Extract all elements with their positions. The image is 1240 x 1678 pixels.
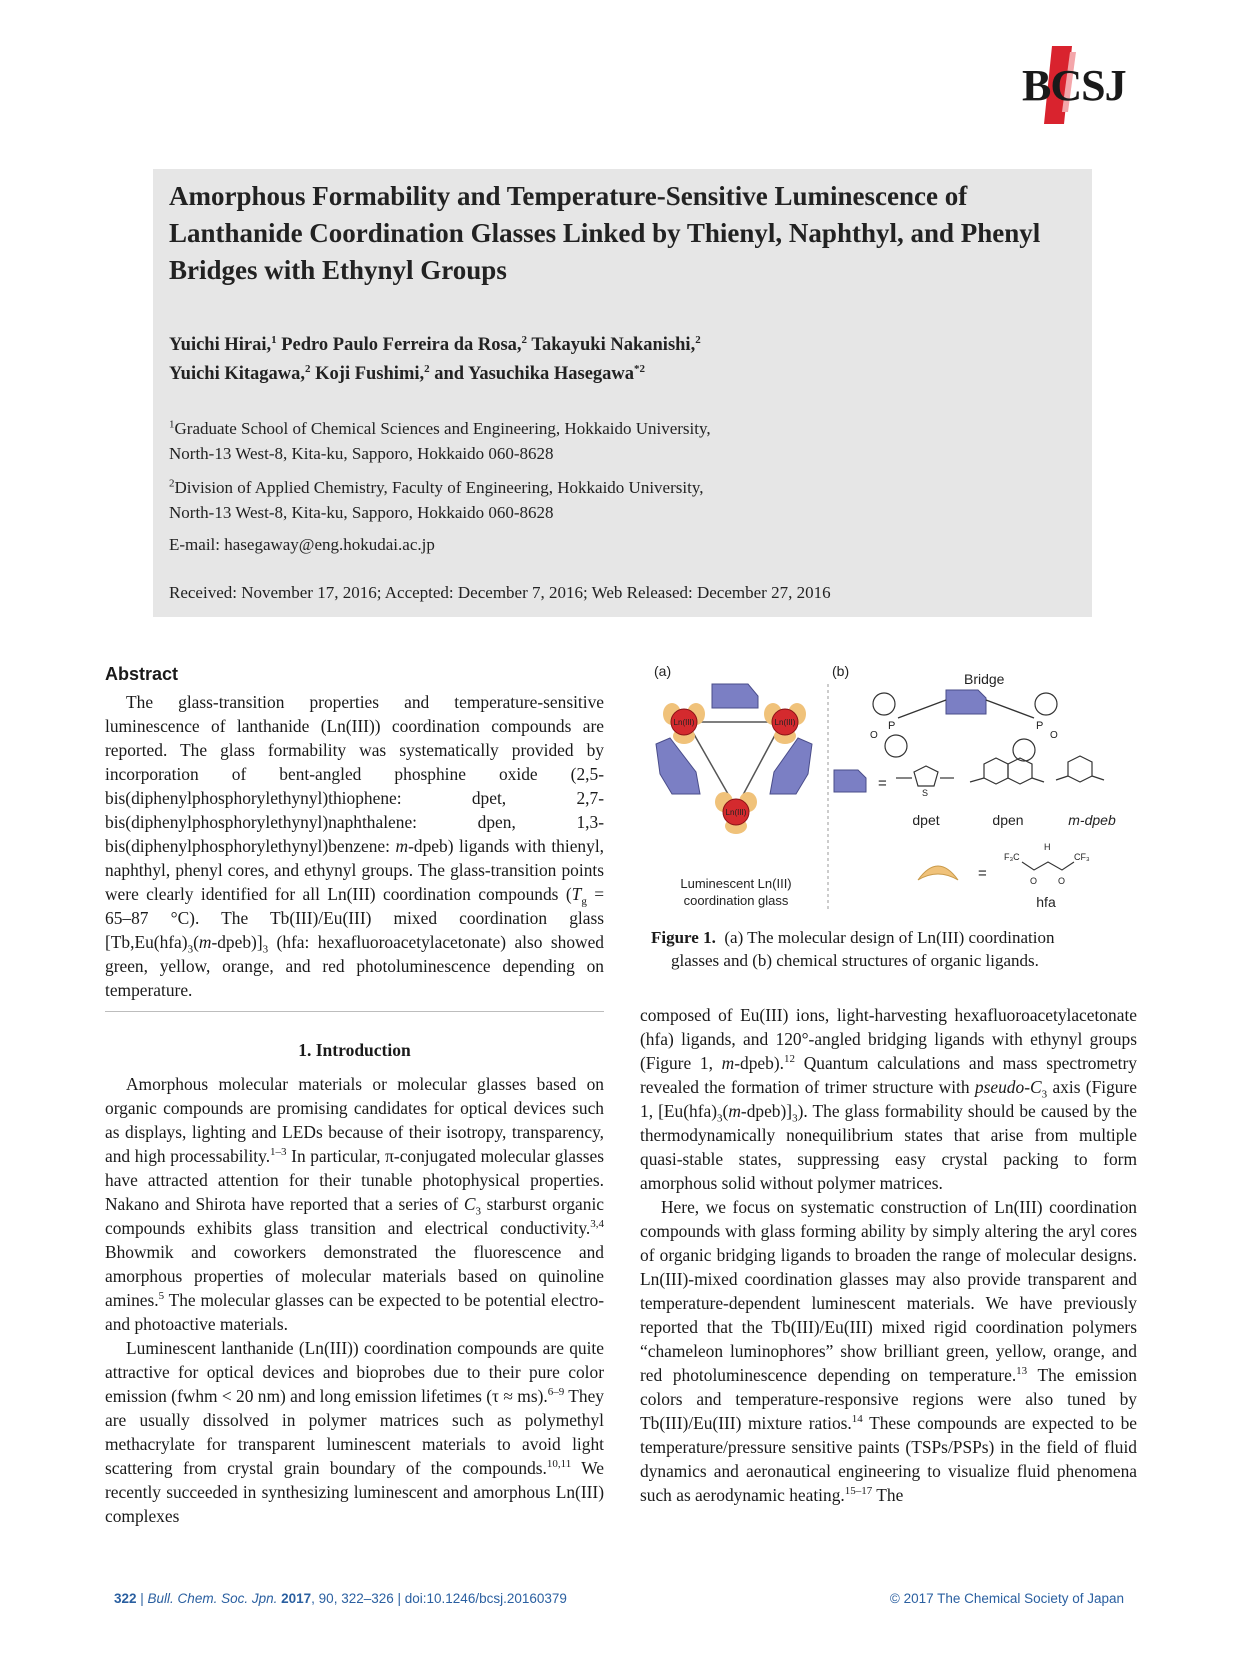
citation-ref[interactable]: 14 (851, 1413, 863, 1426)
italic-run: C (463, 1194, 476, 1214)
page-footer-citation: 322 | Bull. Chem. Soc. Jpn. 2017, 90, 322–326 | doi:10.1246/bcsj.20160379 (114, 1591, 567, 1606)
ligand-dpen-label: dpen (992, 812, 1024, 828)
author-affiliation-mark: 2 (521, 333, 528, 346)
bridge-shape (946, 690, 986, 714)
affiliation-2 (169, 475, 1069, 525)
citation-ref[interactable]: 1–3 (270, 1146, 287, 1159)
subscript: 3 (187, 943, 194, 956)
oxygen-label: O (1050, 730, 1058, 741)
citation-ref[interactable]: 5 (158, 1290, 165, 1303)
text-run: Amorphous molecular materials or molecular glasses based on organic compounds are promising candidates for optical devices such as displays, lighting and LEDs because of their isotropy, transparency, and high processability. (105, 1074, 604, 1166)
text-run: The glass-transition properties and temperature-sensitive luminescence of lanthanide (Ln(III)) coordination compounds are reported. The glass formability was systematically provided by incorporation of bent-angled phosphine oxide (2,5-bis(diphenylphosphorylethynyl)thiophene: dpet, 2,7-bis(diphenylphosphorylethynyl)naphthalene: dpen, 1,3-bis(diphenylphosphorylethynyl)benzene: (105, 692, 604, 856)
text-run: Bhowmik and coworkers demonstrated the fluorescence and amorphous properties of molecular materials based on quinoline amines. (105, 1242, 604, 1310)
bridge-shape (834, 770, 866, 792)
text-run: Here, we focus on systematic construction of Ln(III) coordination compounds with glass forming ability by simply altering the aryl cores of organic bridging ligands to broaden the range of molecular designs. Ln(III)-mixed coordination glasses may also provide transparent and temperature-dependent luminescent materials. We have previously reported that the Tb(III)/Eu(III) mixed rigid coordination polymers “chameleon luminophores” show brilliant green, yellow, orange, and red photoluminescence depending on temperature. (640, 1197, 1137, 1385)
citation-ref[interactable]: 12 (783, 1053, 795, 1066)
body-paragraph (105, 1336, 604, 1528)
volume-doi[interactable]: , 90, 322–326 | doi:10.1246/bcsj.20160379 (311, 1591, 567, 1606)
text-run: In particular, π-conjugated molecular glasses have attracted attention for their tunable photophysical properties. Nakano and Shirota have reported that a series of (105, 1146, 604, 1214)
glass-label-line1: Luminescent Ln(III) (680, 876, 792, 891)
figure-caption (651, 926, 1121, 972)
ligand-dpet-label: dpet (912, 812, 940, 828)
panel-label-b: (b) (832, 663, 850, 679)
body-paragraph (105, 1072, 604, 1336)
ln-center (764, 703, 806, 744)
text-run: Luminescent lanthanide (Ln(III)) coordination compounds are quite attractive for optical devices and bioprobes due to their pure color emission (fwhm < 20 nm) and long emission lifetimes (τ ≈ ms). (105, 1338, 604, 1406)
citation-ref[interactable]: 6–9 (547, 1386, 565, 1399)
text-run: The molecular glasses can be expected to be potential electro- and photoactive materials. (105, 1290, 604, 1334)
author-name: Yuichi Kitagawa, (169, 364, 306, 384)
affiliation-number: 2 (169, 477, 175, 490)
figure-1 (648, 662, 1138, 922)
text-run: Quantum calculations and mass spectrometry revealed the formation of trimer structure with (640, 1053, 1137, 1097)
abstract-paragraph (105, 690, 604, 1002)
hfa-f3c-label: F₃C (1004, 852, 1020, 862)
phosphorus-label: P (888, 720, 896, 732)
journal-name: Bull. Chem. Soc. Jpn. (147, 1591, 278, 1606)
section-divider (105, 1011, 604, 1012)
oxygen-label: O (870, 730, 878, 741)
text-run: We recently succeeded in synthesizing luminescent and amorphous Ln(III) complexes (105, 1458, 604, 1526)
journal-year: 2017 (281, 1591, 312, 1606)
hfa-cf3-label: CF₃ (1074, 852, 1090, 862)
glass-label-line2: coordination glass (683, 893, 789, 908)
hfa-shape (918, 866, 958, 880)
ln-label: Ln(III) (725, 808, 747, 817)
author-name: Koji Fushimi, (310, 364, 425, 384)
subscript: 3 (475, 1205, 481, 1218)
text-run: The (872, 1485, 904, 1505)
sulfur-label: S (922, 788, 929, 798)
ln-label: Ln(III) (774, 718, 796, 727)
equals-sign: = (878, 775, 887, 792)
citation-ref[interactable]: 13 (1016, 1365, 1028, 1378)
trimer-diagram (656, 684, 812, 834)
text-run: axis (Figure 1, [Eu(hfa) (640, 1077, 1138, 1121)
publication-dates: Received: November 17, 2016; Accepted: December 7, 2016; Web Released: December 27, 2016 (169, 583, 831, 602)
text-run: -dpeb). (734, 1053, 784, 1073)
bridge-shape (770, 738, 812, 794)
ligand-mdpeb-label: m-dpeb (1068, 812, 1116, 828)
right-column-body (640, 1003, 1137, 1507)
abstract-heading: Abstract (105, 664, 179, 684)
caption-label: Figure 1. (651, 928, 716, 947)
text-run: (hfa: hexafluoroacetylacetonate) also showed green, yellow, orange, and red photoluminescence depending on temperature. (105, 932, 604, 1000)
author-affiliation-mark: 2 (695, 333, 701, 346)
body-paragraph (640, 1003, 1137, 1195)
affiliation-line: North-13 West-8, Kita-ku, Sapporo, Hokkaido 060-8628 (169, 503, 554, 522)
italic-run: m (728, 1101, 741, 1121)
text-run: composed of Eu(III) ions, light-harvesting hexafluoroacetylacetonate (hfa) ligands, and 120°-angled bridging ligands with ethynyl groups (Figure 1, (640, 1005, 1137, 1073)
affiliation-number: 1 (169, 418, 175, 431)
abstract-body (105, 690, 604, 1002)
author-name: Takayuki Nakanishi, (527, 335, 696, 355)
corresponding-email[interactable]: E-mail: hasegaway@eng.hokudai.ac.jp (169, 535, 435, 554)
affiliation-line: Division of Applied Chemistry, Faculty of Engineering, Hokkaido University, (174, 478, 704, 497)
affiliation-line: Graduate School of Chemical Sciences and Engineering, Hokkaido University, (174, 419, 711, 438)
hfa-h-label: H (1044, 842, 1051, 852)
introduction-body (105, 1072, 604, 1528)
italic-run: m (721, 1053, 735, 1073)
author-affiliation-mark: *2 (634, 362, 646, 375)
caption-text: glasses and (b) chemical structures of organic ligands. (671, 951, 1039, 970)
text-run: They are usually dissolved in polymer matrices such as polymethyl methacrylate for transparent luminescent materials to avoid light scattering from crystal grain boundary of the compounds. (105, 1386, 605, 1478)
italic-run: m (395, 836, 409, 856)
author-name: and Yasuchika Hasegawa (429, 364, 635, 384)
ln-label: Ln(III) (673, 718, 695, 727)
caption-text: (a) The molecular design of Ln(III) coordination (724, 928, 1055, 947)
oxygen-label: O (1058, 876, 1066, 886)
citation-ref[interactable]: 15–17 (844, 1485, 873, 1498)
bridge-label: Bridge (964, 671, 1005, 687)
citation-ref[interactable]: 10,11 (546, 1458, 572, 1471)
author-affiliation-mark: 2 (305, 362, 311, 375)
citation-ref[interactable]: 3,4 (590, 1218, 604, 1231)
logo-text: BCSJ (1022, 61, 1126, 110)
article-title: Amorphous Formability and Temperature-Sensitive Luminescence of Lanthanide Coordination Glasses Linked by Thienyl, Naphthyl, and Phenyl Bridges with Ethynyl Groups (169, 181, 1041, 285)
affiliation-line: North-13 West-8, Kita-ku, Sapporo, Hokkaido 060-8628 (169, 444, 554, 463)
text-run: ( (193, 932, 199, 952)
subscript: 3 (717, 1112, 723, 1125)
affiliation-1 (169, 416, 1069, 466)
subscript: 3 (1041, 1088, 1048, 1101)
copyright-notice: © 2017 The Chemical Society of Japan (889, 1591, 1124, 1606)
italic-run: m (198, 932, 212, 952)
equals-sign: = (978, 865, 987, 882)
author-list (169, 331, 1069, 389)
text-run: -dpeb)] (740, 1101, 793, 1121)
ln-center (715, 792, 757, 834)
subscript: 3 (262, 943, 269, 956)
text-run: ( (722, 1101, 729, 1121)
text-run: ). The glass formability should be caused by the thermodynamically nonequilibrium states that arise from multiple quasi-stable states, suppressing easy crystal packing to form amorphous solid without polymer matrices. (640, 1101, 1137, 1193)
section-heading-introduction: 1. Introduction (298, 1040, 411, 1060)
hfa-label: hfa (1036, 894, 1056, 910)
author-affiliation-mark: 1 (271, 333, 277, 346)
panel-label-a: (a) (654, 663, 672, 679)
author-affiliation-mark: 2 (424, 362, 430, 375)
bridge-shape (712, 684, 758, 708)
author-name: Yuichi Hirai, (169, 335, 272, 355)
italic-run: T (571, 884, 582, 904)
phosphorus-label: P (1036, 720, 1044, 732)
text-run: starburst organic compounds exhibits glass transition and electrical conductivity. (105, 1194, 604, 1238)
text-run: The emission colors and temperature-responsive regions were also tuned by Tb(III)/Eu(III) mixture ratios. (640, 1365, 1137, 1433)
text-run: These compounds are expected to be temperature/pressure sensitive paints (TSPs/PSPs) in the field of fluid dynamics and aeronautical engineering to visualize fluid phenomena such as aerodynamic heating. (640, 1413, 1137, 1505)
subscript: g (581, 895, 587, 908)
oxygen-label: O (1030, 876, 1038, 886)
italic-run: pseudo-C (974, 1077, 1042, 1097)
body-paragraph (640, 1195, 1137, 1507)
text-run: = 65–87 °C). The Tb(III)/Eu(III) mixed coordination glass [Tb,Eu(hfa) (105, 884, 605, 952)
page-number: 322 (114, 1591, 137, 1606)
author-name: Pedro Paulo Ferreira da Rosa, (276, 335, 522, 355)
text-run: -dpeb)] (211, 932, 263, 952)
journal-logo (1018, 42, 1138, 126)
text-run: -dpeb) ligands with thienyl, naphthyl, phenyl cores, and ethynyl groups. The glass-transition points were clearly identified for all Ln(III) coordination compounds ( (105, 836, 604, 904)
subscript: 3 (792, 1112, 798, 1125)
